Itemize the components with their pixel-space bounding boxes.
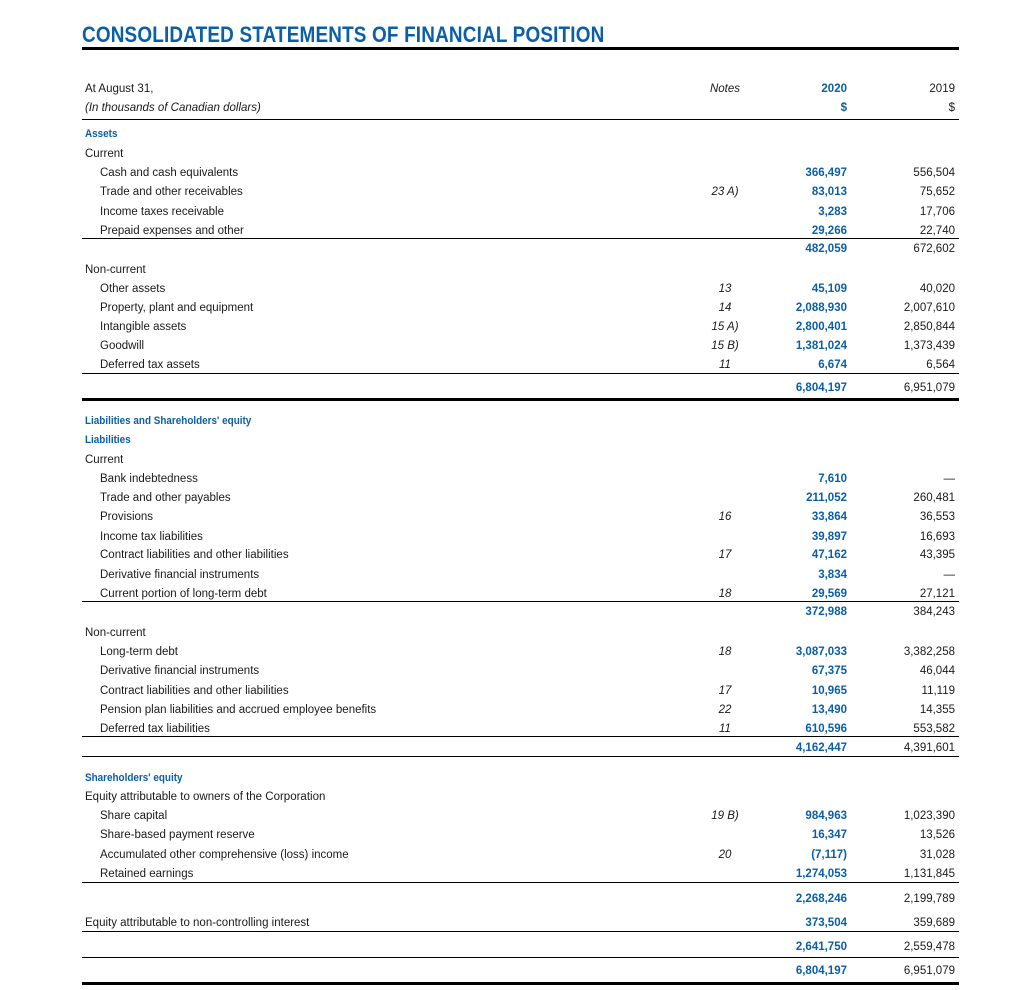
value-2020: 3,283: [818, 206, 847, 218]
equity-heading: Shareholders' equity: [85, 772, 183, 784]
row-label: Derivative financial instruments: [100, 665, 260, 677]
assets-total-rule: [82, 398, 959, 401]
assets-current-total-2020: 482,059: [805, 243, 847, 255]
value-2020: 3,834: [818, 569, 847, 581]
row-note: 18: [718, 588, 732, 600]
row-label: Income taxes receivable: [100, 206, 225, 218]
value-2020: 366,497: [805, 167, 847, 179]
row-label: Share-based payment reserve: [100, 829, 255, 841]
row-note: 16: [718, 511, 732, 523]
row-note: 20: [718, 849, 732, 861]
value-2019: 556,504: [913, 167, 955, 179]
row-label: Provisions: [100, 511, 154, 523]
total-equity-2019: 2,559,478: [903, 941, 955, 953]
value-2019: 11,119: [921, 685, 955, 697]
value-2019: 40,020: [919, 283, 955, 295]
value-2019: 36,553: [919, 511, 955, 523]
value-2019: 22,740: [919, 225, 955, 237]
value-2019: 260,481: [913, 492, 955, 504]
row-label: Property, plant and equipment: [100, 302, 254, 314]
row-note: 11: [719, 359, 731, 371]
row-note: 14: [718, 302, 732, 314]
value-2020: 211,052: [806, 492, 847, 504]
row-note: 15 A): [711, 321, 739, 333]
value-2019: 43,395: [919, 549, 955, 561]
value-2020: 1,274,053: [795, 868, 847, 880]
value-2020: 33,864: [811, 511, 847, 523]
value-2020: 67,375: [811, 665, 847, 677]
row-label: Prepaid expenses and other: [100, 225, 244, 237]
liabilities-current-total-2020: 372,988: [805, 606, 847, 618]
row-note: 19 B): [711, 810, 739, 822]
value-2019: —: [943, 473, 955, 485]
currency-current: $: [840, 102, 847, 114]
row-label: Deferred tax assets: [100, 359, 200, 371]
page-title: CONSOLIDATED STATEMENTS OF FINANCIAL POSITION: [82, 22, 605, 47]
row-label: Long-term debt: [100, 646, 178, 658]
row-note: 17: [718, 685, 732, 697]
value-2020: 610,596: [805, 723, 847, 735]
value-2020: 83,013: [811, 186, 847, 198]
value-2019: 17,706: [919, 206, 955, 218]
currency-prior: $: [948, 102, 955, 114]
value-2019: 1,373,439: [903, 340, 955, 352]
row-label: Other assets: [100, 283, 166, 295]
row-label: Pension plan liabilities and accrued employee benefits: [100, 704, 377, 716]
row-rule: [82, 756, 959, 757]
liabilities-total-2019: 4,391,601: [903, 742, 955, 754]
value-2019: 1,023,390: [903, 810, 955, 822]
row-label: Derivative financial instruments: [100, 569, 260, 581]
value-2020: 3,087,033: [795, 646, 847, 658]
notes-header: Notes: [709, 83, 741, 95]
value-2019: 14,355: [919, 704, 955, 716]
date-label: At August 31,: [85, 83, 154, 95]
assets-current-total-2019: 672,602: [913, 243, 955, 255]
value-2019: 553,582: [913, 723, 955, 735]
units-label: (In thousands of Canadian dollars): [85, 102, 261, 114]
row-label: Contract liabilities and other liabilities: [100, 549, 289, 561]
row-note: 15 B): [711, 340, 739, 352]
value-2020: 29,266: [811, 225, 847, 237]
value-2020: 13,490: [811, 704, 847, 716]
assets-total-2019: 6,951,079: [903, 382, 955, 394]
value-2019: 2,007,610: [903, 302, 955, 314]
total-equity-2020: 2,641,750: [795, 941, 847, 953]
row-label: Retained earnings: [100, 868, 194, 880]
value-2019: 27,121: [919, 588, 955, 600]
value-2019: 3,382,258: [903, 646, 955, 658]
value-2019: 2,850,844: [903, 321, 955, 333]
value-2020: 10,965: [811, 685, 847, 697]
value-2020: 984,963: [805, 810, 847, 822]
liabilities-heading: Liabilities: [85, 434, 131, 446]
year-prior-header: 2019: [929, 83, 955, 95]
assets-total-2020: 6,804,197: [795, 382, 847, 394]
value-2020: 16,347: [811, 829, 847, 841]
value-2020: 2,088,930: [795, 302, 847, 314]
value-2020: 29,569: [811, 588, 847, 600]
header-rule: [82, 119, 959, 120]
row-label: Trade and other receivables: [100, 186, 243, 198]
value-2020: (7,117): [811, 849, 847, 861]
value-2020: 47,162: [811, 549, 847, 561]
nci-2019: 359,689: [913, 917, 955, 929]
nci-2020: 373,504: [805, 917, 847, 929]
row-note: 11: [719, 723, 731, 735]
row-rule: [82, 931, 959, 932]
row-rule: [82, 957, 959, 958]
row-label: Cash and cash equivalents: [100, 167, 239, 179]
row-label: Accumulated other comprehensive (loss) income: [100, 849, 349, 861]
value-2020: 1,381,024: [795, 340, 847, 352]
owners-equity-label: Equity attributable to owners of the Corporation: [85, 791, 326, 803]
liabilities-current-total-2019: 384,243: [913, 606, 955, 618]
assets-heading: Assets: [85, 128, 118, 140]
row-note: 13: [718, 283, 732, 295]
row-rule: [82, 601, 959, 602]
row-label: Current portion of long-term debt: [100, 588, 267, 600]
value-2019: —: [943, 569, 955, 581]
value-2020: 2,800,401: [795, 321, 847, 333]
row-rule: [82, 882, 959, 883]
nci-label: Equity attributable to non-controlling interest: [85, 917, 310, 929]
value-2019: 75,652: [919, 186, 955, 198]
liabilities-equity-heading: Liabilities and Shareholders' equity: [85, 415, 252, 427]
assets-noncurrent-label: Non-current: [85, 264, 146, 276]
liabilities-noncurrent-label: Non-current: [85, 627, 146, 639]
value-2020: 39,897: [811, 531, 847, 543]
value-2019: 46,044: [919, 665, 955, 677]
row-rule: [82, 238, 959, 239]
row-note: 23 A): [711, 186, 739, 198]
row-note: 18: [718, 646, 732, 658]
row-label: Share capital: [100, 810, 168, 822]
title-rule: [82, 47, 959, 50]
row-rule: [82, 373, 959, 374]
row-label: Trade and other payables: [100, 492, 231, 504]
row-label: Deferred tax liabilities: [100, 723, 210, 735]
liabilities-current-label: Current: [85, 454, 124, 466]
row-note: 22: [718, 704, 732, 716]
liabilities-total-2020: 4,162,447: [795, 742, 847, 754]
year-current-header: 2020: [821, 83, 847, 95]
value-2019: 6,564: [926, 359, 955, 371]
value-2020: 7,610: [818, 473, 847, 485]
row-note: 17: [718, 549, 732, 561]
value-2019: 1,131,845: [903, 868, 955, 880]
value-2020: 45,109: [811, 283, 847, 295]
row-label: Bank indebtedness: [100, 473, 198, 485]
grand-total-rule: [82, 982, 959, 985]
owners-equity-total-2019: 2,199,789: [903, 893, 955, 905]
row-label: Contract liabilities and other liabilities: [100, 685, 289, 697]
row-rule: [82, 736, 959, 737]
row-label: Income tax liabilities: [100, 531, 203, 543]
assets-current-label: Current: [85, 148, 124, 160]
owners-equity-total-2020: 2,268,246: [795, 893, 847, 905]
value-2019: 13,526: [919, 829, 955, 841]
grand-total-2020: 6,804,197: [795, 965, 847, 977]
row-label: Goodwill: [100, 340, 145, 352]
value-2019: 31,028: [919, 849, 955, 861]
row-label: Intangible assets: [100, 321, 187, 333]
value-2019: 16,693: [919, 531, 955, 543]
grand-total-2019: 6,951,079: [903, 965, 955, 977]
value-2020: 6,674: [818, 359, 847, 371]
